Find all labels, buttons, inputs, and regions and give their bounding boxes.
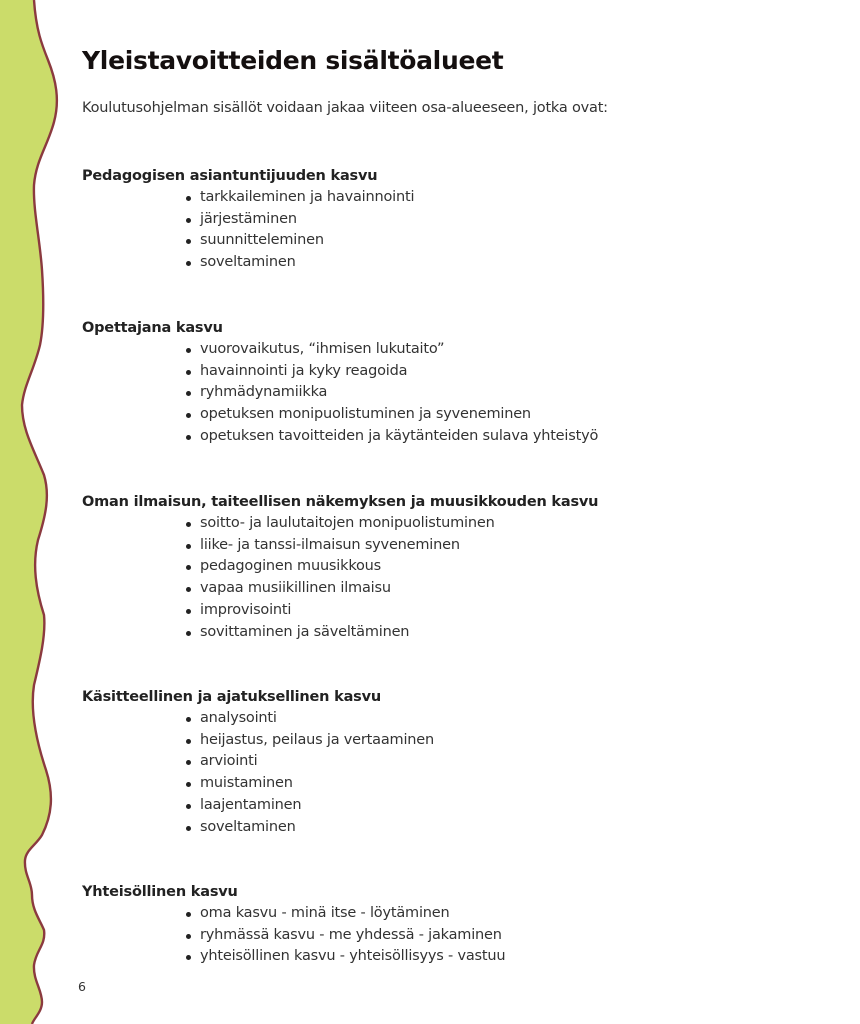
bullet-icon xyxy=(186,261,191,266)
bullet-list xyxy=(82,187,414,274)
bullet-icon xyxy=(186,218,191,223)
list-item xyxy=(186,903,505,925)
list-item-text: ryhmädynamiikka xyxy=(200,384,328,401)
section-heading: Oman ilmaisun, taiteellisen näkemyksen ja muusikkouden kasvu xyxy=(82,494,599,510)
wave-band-fill xyxy=(0,0,57,1024)
bullet-icon xyxy=(186,760,191,765)
section-heading: Opettajana kasvu xyxy=(82,320,223,336)
list-item-text: ryhmässä kasvu - me yhdessä - jakaminen xyxy=(200,926,502,943)
list-item xyxy=(186,535,598,557)
list-item-text: järjestäminen xyxy=(200,210,297,227)
bullet-icon xyxy=(186,391,191,396)
list-item xyxy=(186,404,598,426)
bullet-list xyxy=(82,903,505,968)
list-item xyxy=(186,187,414,209)
list-item-text: soveltaminen xyxy=(200,254,296,271)
list-item-text: opetuksen tavoitteiden ja käytänteiden sulava yhteistyö xyxy=(200,427,599,444)
list-item xyxy=(186,946,505,968)
bullet-icon xyxy=(186,804,191,809)
intro-text: Koulutusohjelman sisällöt voidaan jakaa viiteen osa-alueeseen, jotka ovat: xyxy=(82,100,608,116)
list-item-text: liike- ja tanssi-ilmaisun syveneminen xyxy=(200,536,460,553)
list-item-text: arviointi xyxy=(200,753,258,770)
list-item xyxy=(186,730,434,752)
list-item-text: heijastus, peilaus ja vertaaminen xyxy=(200,731,434,748)
list-item xyxy=(186,600,598,622)
list-item xyxy=(186,708,434,730)
list-item-text: improvisointi xyxy=(200,601,292,618)
bullet-icon xyxy=(186,934,191,939)
bullet-icon xyxy=(186,739,191,744)
bullet-icon xyxy=(186,782,191,787)
bullet-list xyxy=(82,513,598,643)
list-item-text: vapaa musiikillinen ilmaisu xyxy=(200,580,391,597)
list-item-text: tarkkaileminen ja havainnointi xyxy=(200,189,415,205)
bullet-icon xyxy=(186,717,191,722)
page-title: Yleistavoitteiden sisältöalueet xyxy=(82,46,504,75)
list-item xyxy=(186,252,414,274)
bullet-icon xyxy=(186,609,191,614)
section-conceptual-growth xyxy=(82,686,434,838)
bullet-list xyxy=(82,708,434,838)
section-heading: Käsitteellinen ja ajatuksellinen kasvu xyxy=(82,689,381,705)
bullet-icon xyxy=(186,565,191,570)
list-item-text: suunnitteleminen xyxy=(200,232,324,249)
list-item xyxy=(186,925,505,947)
list-item xyxy=(186,622,598,644)
section-heading: Pedagogisen asiantuntijuuden kasvu xyxy=(82,168,378,184)
list-item xyxy=(186,382,598,404)
list-item xyxy=(186,578,598,600)
list-item xyxy=(186,795,434,817)
page-number: 6 xyxy=(78,979,86,994)
list-item xyxy=(186,361,598,383)
bullet-icon xyxy=(186,912,191,917)
list-item xyxy=(186,339,598,361)
list-item xyxy=(186,556,598,578)
list-item-text: yhteisöllinen kasvu - yhteisöllisyys - vastuu xyxy=(200,948,506,965)
bullet-icon xyxy=(186,413,191,418)
bullet-icon xyxy=(186,631,191,636)
bullet-list xyxy=(82,339,598,448)
list-item xyxy=(186,817,434,839)
bullet-icon xyxy=(186,239,191,244)
list-item xyxy=(186,751,434,773)
bullet-icon xyxy=(186,544,191,549)
list-item xyxy=(186,513,598,535)
section-heading: Yhteisöllinen kasvu xyxy=(82,884,238,900)
list-item xyxy=(186,209,414,231)
list-item-text: pedagoginen muusikkous xyxy=(200,558,382,575)
list-item-text: oma kasvu - minä itse - löytäminen xyxy=(200,905,450,921)
bullet-icon xyxy=(186,955,191,960)
list-item xyxy=(186,773,434,795)
list-item xyxy=(186,426,598,448)
bullet-icon xyxy=(186,370,191,375)
list-item-text: soitto- ja laulutaitojen monipuolistuminen xyxy=(200,515,495,531)
bullet-icon xyxy=(186,522,191,527)
list-item-text: opetuksen monipuolistuminen ja syveneminen xyxy=(200,406,531,423)
bullet-icon xyxy=(186,196,191,201)
decorative-wave-band xyxy=(0,0,80,1024)
bullet-icon xyxy=(186,348,191,353)
list-item-text: analysointi xyxy=(200,710,277,726)
list-item xyxy=(186,230,414,252)
list-item-text: sovittaminen ja säveltäminen xyxy=(200,623,410,640)
bullet-icon xyxy=(186,826,191,831)
section-artistic-growth xyxy=(82,491,598,643)
bullet-icon xyxy=(186,587,191,592)
list-item-text: laajentaminen xyxy=(200,796,302,813)
list-item-text: vuorovaikutus, “ihmisen lukutaito” xyxy=(200,341,445,357)
list-item-text: muistaminen xyxy=(200,775,293,792)
section-teacher-growth xyxy=(82,317,598,448)
section-community-growth xyxy=(82,881,505,968)
list-item-text: soveltaminen xyxy=(200,818,296,835)
section-pedagogical-expertise xyxy=(82,165,414,274)
list-item-text: havainnointi ja kyky reagoida xyxy=(200,362,408,379)
bullet-icon xyxy=(186,435,191,440)
